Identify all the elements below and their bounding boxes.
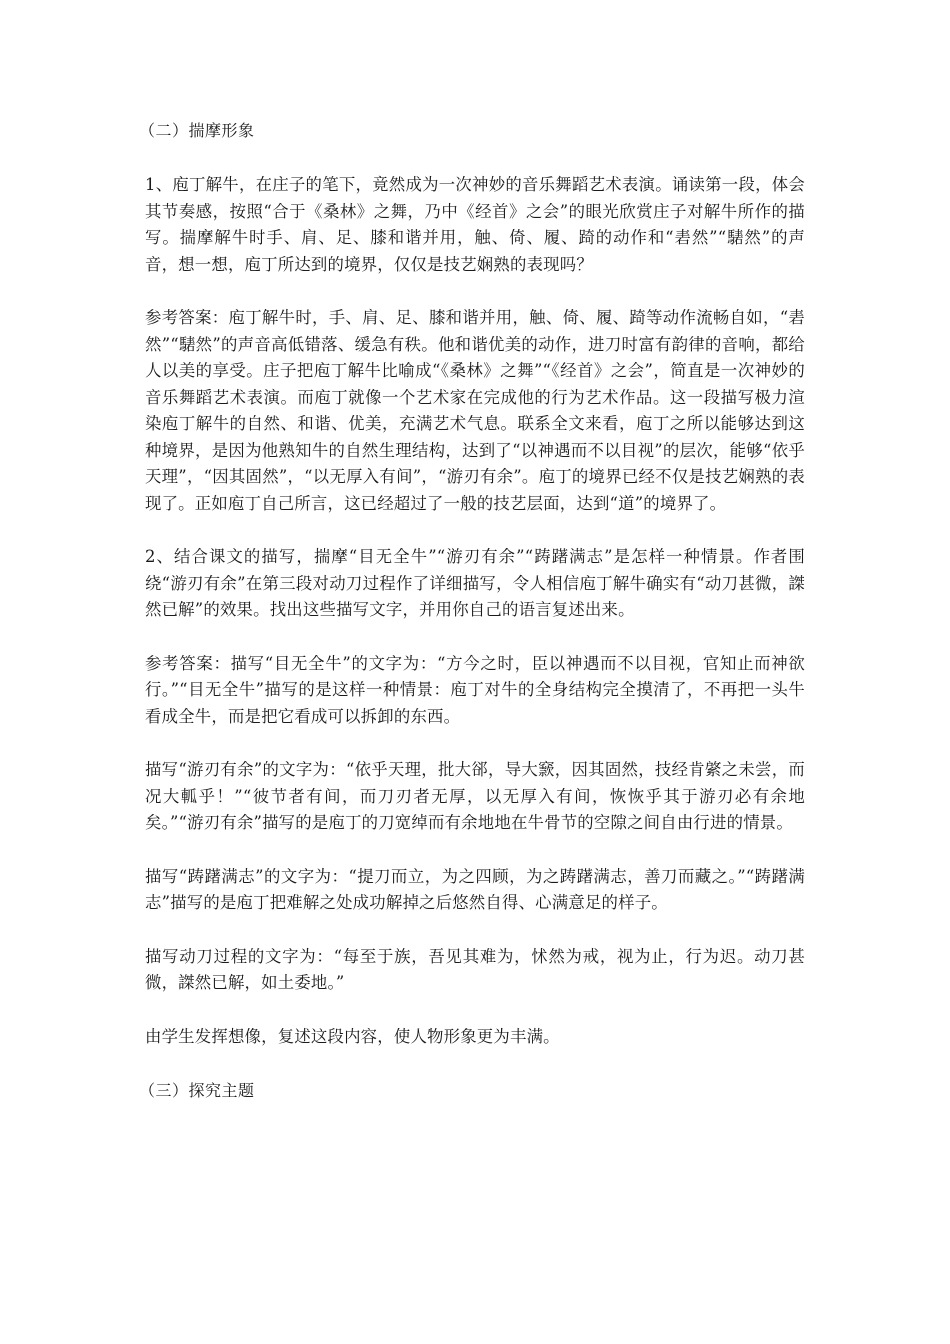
section-heading-shape: （二）揣摩形象 xyxy=(139,121,255,140)
answer-2-dongdao: 描写动刀过程的文字为：“每至于族，吾见其难为，怵然为戒，视为止，行为迟。动刀甚微，謋然已解，如土委地。” xyxy=(145,946,805,992)
answer-2-yourenyouyu: 描写“游刃有余”的文字为：“依乎天理，批大郤，导大窾，因其固然，技经肯綮之未尝，而况大軱乎！”“彼节者有间，而刀刃者无厚，以无厚入有间，恢恢乎其于游刃必有余地矣。”“游刃有余”描写的是庖丁的刀宽绰而有余地地在牛骨节的空隙之间自由行进的情景。 xyxy=(145,760,805,832)
question-1: 1、庖丁解牛，在庄子的笔下，竟然成为一次神妙的音乐舞蹈艺术表演。诵读第一段，体会其节奏感，按照“合于《桑林》之舞，乃中《经首》之会”的眼光欣赏庄子对解牛所作的描写。揣摩解牛时手、肩、足、膝和谐并用，触、倚、履、踦的动作和“砉然”“騞然”的声音，想一想，庖丁所达到的境界，仅仅是技艺娴熟的表现吗？ xyxy=(145,175,805,274)
answer-1: 参考答案：庖丁解牛时，手、肩、足、膝和谐并用，触、倚、履、踦等动作流畅自如，“砉然”“騞然”的声音高低错落、缓急有秩。他和谐优美的动作，进刀时富有韵律的音响，都给人以美的享受。庄子把庖丁解牛比喻成“《桑林》之舞”“《经首》之会”，简直是一次神妙的音乐舞蹈艺术表演。而庖丁就像一个艺术家在完成他的行为艺术作品。这一段描写极力渲染庖丁解牛的自然、和谐、优美，充满艺术气息。联系全文来看，庖丁之所以能够达到这种境界，是因为他熟知牛的自然生理结构，达到了“以神遇而不以目视”的层次，能够“依乎天理”，“因其固然”，“以无厚入有间”，“游刃有余”。庖丁的境界已经不仅是技艺娴熟的表现了。正如庖丁自己所言，这已经超过了一般的技艺层面，达到“道”的境界了。 xyxy=(145,308,805,513)
document-page xyxy=(139,118,805,1132)
answer-2-muwuquanniu: 参考答案：描写“目无全牛”的文字为：“方今之时，臣以神遇而不以目视，官知止而神欲行。”“目无全牛”描写的是这样一种情景：庖丁对牛的全身结构完全摸清了，不再把一头牛看成全牛，而是把它看成可以拆卸的东西。 xyxy=(145,653,805,726)
answer-2-retell: 由学生发挥想像，复述这段内容，使人物形象更为丰满。 xyxy=(145,1026,560,1046)
answer-2-chouchumanzhi: 描写“踌躇满志”的文字为：“提刀而立，为之四顾，为之踌躇满志，善刀而藏之。”“踌躇满志”描写的是庖丁把难解之处成功解掉之后悠然自得、心满意足的样子。 xyxy=(145,866,805,912)
section-heading-theme: （三）探究主题 xyxy=(139,1081,255,1100)
question-2: 2、结合课文的描写，揣摩“目无全牛”“游刃有余”“踌躇满志”是怎样一种情景。作者围绕“游刃有余”在第三段对动刀过程作了详细描写，令人相信庖丁解牛确实有“动刀甚微，謋然已解”的效果。找出这些描写文字，并用你自己的语言复述出来。 xyxy=(145,547,805,619)
